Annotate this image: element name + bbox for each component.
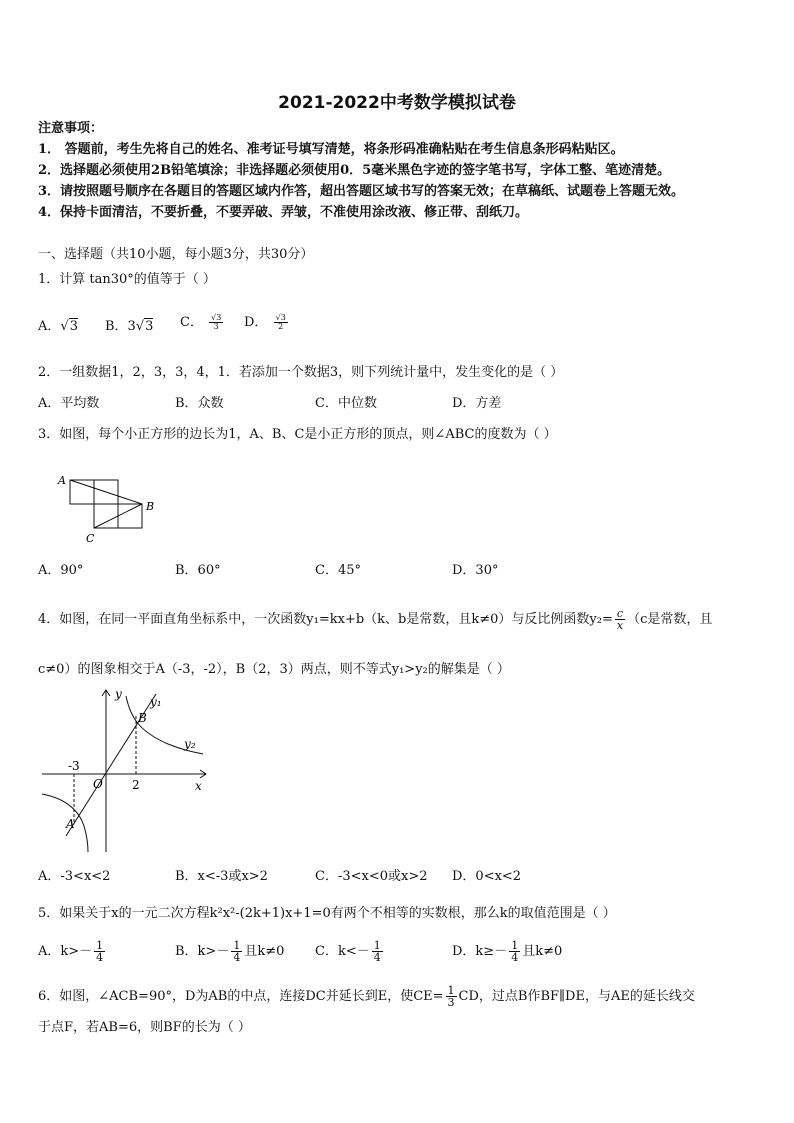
q4-fraction: $\frac{c}{x}$ [616,607,624,632]
question-4-stem-line-2: c≠0）的图象相交于A（-3，-2），B（2，3）两点，则不等式y₁>y₂的解集是（ ） [38,662,510,677]
question-6-stem-line-2: 于点F，若AB=6，则BF的长为（ ） [38,1020,251,1035]
q5-option-a-fraction: $\frac{1}{4}$ [96,939,104,964]
sqrt-icon: √ [60,319,69,334]
q3-grid-figure [50,468,170,546]
question-4-stem-line-1: 4．如图，在同一平面直角坐标系中，一次函数y₁=kx+b（k、b是常数，且k≠0）与反比例函数y₂= $\frac{c}{x}$ （c是常数，且 [38,607,713,632]
q5-option-b[interactable]: B．k>－ $\frac{1}{4}$ 且k≠0 [175,939,285,964]
q3-label-b: B [146,500,155,513]
question-3-stem: 3．如图，每个小正方形的边长为1，A、B、C是小正方形的顶点，则∠ABC的度数为（ ） [38,427,557,442]
q1-option-d-label: D． [244,315,268,330]
q4-graph [38,686,213,854]
q4-x-axis-label: x [195,779,202,793]
q4-point-a: A [66,817,75,831]
q1-option-d[interactable] [244,314,290,332]
q5-option-d-fraction: $\frac{1}{4}$ [511,939,519,964]
q1-option-d-fraction: $\frac{√3}{2}$ [275,313,286,331]
q5-option-b-fraction: $\frac{1}{4}$ [233,939,241,964]
q1-option-c-fraction: $\frac{√3}{3}$ [211,313,222,331]
q2-option-c[interactable]: C．中位数 [315,396,377,411]
q4-curve-y1-label: y₁ [150,695,162,709]
q1-option-a[interactable] [38,318,78,336]
q1-option-b[interactable] [105,318,153,336]
q1-option-a-label: A． [38,319,61,334]
q1-option-c-label: C． [180,315,203,330]
q3-label-a: A [58,474,66,487]
q6-fraction: $\frac{1}{3}$ [447,984,455,1009]
q5-option-c-fraction: $\frac{1}{4}$ [373,939,381,964]
q4-option-c[interactable]: C．-3<x<0或x>2 [315,869,428,884]
q4-point-b: B [138,711,147,725]
q3-option-a[interactable]: A．90° [38,563,84,578]
q5-option-d[interactable]: D．k≥－ $\frac{1}{4}$ 且k≠0 [452,939,563,964]
question-2-stem: 2．一组数据1，2，3，3，4，1．若添加一个数据3，则下列统计量中，发生变化的是（ ） [38,365,564,380]
q5-option-a[interactable]: A．k>－ $\frac{1}{4}$ [38,939,104,964]
q4-tick-2: 2 [132,778,140,792]
q3-option-b[interactable]: B．60° [175,563,221,578]
notice-item-4: 4．保持卡面清洁，不要折叠，不要弄破、弄皱，不准使用涂改液、修正带、刮纸刀。 [38,205,529,220]
q2-option-b[interactable]: B．众数 [175,396,224,411]
q3-option-d[interactable]: D．30° [452,563,499,578]
q4-tick-neg3: -3 [68,759,80,773]
notice-item-3: 3．请按照题号顺序在各题目的答题区域内作答，超出答题区域书写的答案无效；在草稿纸、试题卷上答题无效。 [38,184,685,199]
q5-option-c[interactable]: C．k<－ $\frac{1}{4}$ [315,939,381,964]
question-1-stem: 1．计算 tan30°的值等于（ ） [38,272,216,287]
q4-option-a[interactable]: A．-3<x<2 [38,869,111,884]
q1-option-b-label: B．3 [105,319,136,334]
q4-option-d[interactable]: D．0<x<2 [452,869,522,884]
q2-option-d[interactable]: D．方差 [452,396,502,411]
q1-option-a-value: 3 [69,319,78,334]
q3-option-c[interactable]: C．45° [315,563,361,578]
section-heading: 一、选择题（共10小题，每小题3分，共30分） [38,247,314,262]
notice-item-1: 1． 答题前，考生先将自己的姓名、准考证号填写清楚，将条形码准确粘贴在考生信息条形码粘贴区。 [38,142,624,157]
question-5-stem: 5．如果关于x的一元二次方程k²x²-(2k+1)x+1=0有两个不相等的实数根，那么k的取值范围是（ ） [38,906,616,921]
q4-curve-y2-label: y₂ [184,737,196,751]
sqrt-icon: √ [135,319,145,334]
q3-label-c: C [86,532,95,545]
question-6-stem-line-1: 6．如图，∠ACB=90°，D为AB的中点，连接DC并延长到E，使CE= $\frac{1}{3}$ CD，过点B作BF∥DE，与AE的延长线交 [38,984,695,1009]
page-title: 2021-2022中考数学模拟试卷 [278,93,516,113]
notice-item-2: 2．选择题必须使用2B铅笔填涂；非选择题必须使用0．5毫米黑色字迹的签字笔书写，字体工整、笔迹清楚。 [38,163,671,178]
q2-option-a[interactable]: A．平均数 [38,396,100,411]
q1-option-b-value: 3 [145,319,154,334]
q4-option-b[interactable]: B．x<-3或x>2 [175,869,268,884]
q1-option-c[interactable] [180,314,225,332]
q4-origin-label: O [93,777,103,791]
q4-y-axis-label: y [115,687,122,701]
notice-heading: 注意事项： [38,121,104,136]
